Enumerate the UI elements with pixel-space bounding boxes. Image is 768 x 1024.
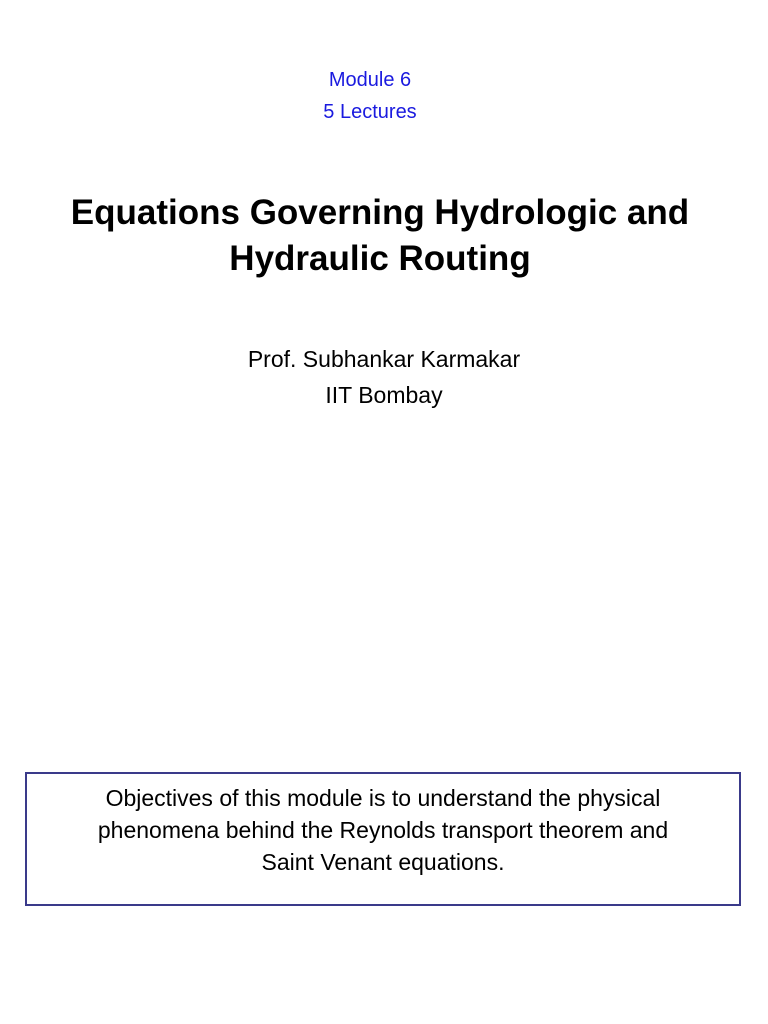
objectives-line-3: Saint Venant equations.: [261, 849, 505, 875]
page-title: [0, 190, 760, 282]
module-number: Module 6: [328, 69, 412, 91]
title-line-1: Equations Governing Hydrologic and: [70, 193, 690, 232]
objectives-box: [25, 772, 741, 906]
title-line-2: Hydraulic Routing: [229, 239, 531, 278]
objectives-line-1: Objectives of this module is to understand the physical: [105, 785, 661, 811]
objectives-line-2: phenomena behind the Reynolds transport theorem and: [97, 817, 669, 843]
author-name: Prof. Subhankar Karmakar: [247, 346, 521, 372]
objectives-text: [27, 782, 739, 878]
lecture-count: 5 Lectures: [323, 101, 417, 123]
author-institution: IIT Bombay: [325, 382, 443, 408]
